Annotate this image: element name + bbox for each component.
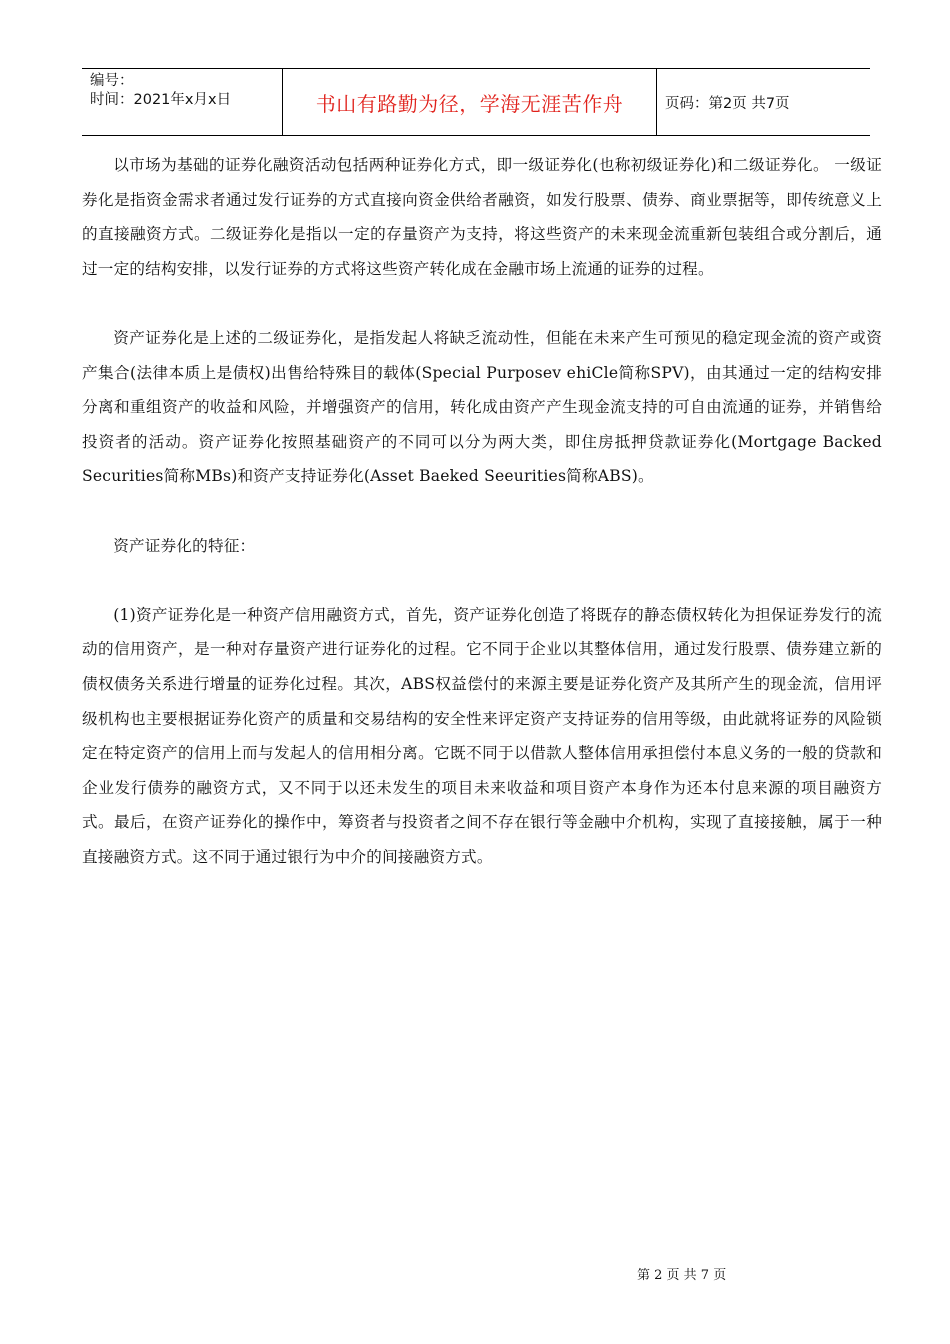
header-page-info: 页码：第2页 共7页 bbox=[665, 95, 790, 112]
header-motto-cell bbox=[283, 69, 657, 135]
footer-page-number: 第 2 页 共 7 页 bbox=[637, 1268, 727, 1283]
header-motto: 书山有路勤为径，学海无涯苦作舟 bbox=[315, 91, 624, 116]
paragraph-features-heading: 资产证券化的特征： bbox=[113, 536, 256, 555]
document-date-label: 时间：2021年x月x日 bbox=[90, 92, 232, 108]
header-meta-cell bbox=[82, 69, 283, 135]
paragraph-feature-1: (1)资产证券化是一种资产信用融资方式，首先，资产证券化创造了将既存的静态债权转化为担保证券发行的流动的信用资产，是一种对存量资产进行证券化的过程。它不同于企业以其整体信用，通过发行股票、债券建立新的债权债务关系进行增量的证券化过程。其次，ABS权益偿付的来源主要是证券化资产及其所产生的现金流，信用评级机构也主要根据证券化资产的质量和交易结构的安全性来评定资产支持证券的信用等级，由此就将证券的风险锁定在特定资产的信用上而与发起人的信用相分离。它既不同于以借款人整体信用承担偿付本息义务的一般的贷款和企业发行债券的融资方式，又不同于以还未发生的项目未来收益和项目资产本身作为还本付息来源的项目融资方式。最后，在资产证券化的操作中，筹资者与投资者之间不存在银行等金融中介机构，实现了直接接触，属于一种直接融资方式。这不同于通过银行为中介的间接融资方式。 bbox=[82, 605, 882, 866]
paragraph-asset-securitization-definition: 资产证券化是上述的二级证券化，是指发起人将缺乏流动性，但能在未来产生可预见的稳定现金流的资产或资产集合(法律本质上是债权)出售给特殊目的载体(Special Purposev ehiCle简称SPV)，由其通过一定的结构安排分离和重组资产的收益和风险，并增强资产的信用，转化成由资产产生现金流支持的可自由流通的证券，并销售给投资者的活动。资产证券化按照基础资产的不同可以分为两大类，即住房抵押贷款证券化(Mortgage Backed Securities简称MBs)和资产支持证券化(Asset Baeked Seeurities简称ABS)。 bbox=[82, 328, 882, 486]
document-body bbox=[82, 148, 882, 874]
header-page-cell bbox=[657, 69, 870, 135]
paragraph-securitization-types: 以市场为基础的证券化融资活动包括两种证券化方式，即一级证券化(也称初级证券化)和二级证券化。 一级证券化是指资金需求者通过发行证券的方式直接向资金供给者融资，如发行股票、债券、商业票据等，即传统意义上的直接融资方式。二级证券化是指以一定的存量资产为支持，将这些资产的未来现金流重新包装组合或分割后，通过一定的结构安排，以发行证券的方式将这些资产转化成在金融市场上流通的证券的过程。 bbox=[82, 156, 882, 278]
header-table bbox=[82, 68, 870, 136]
document-number-label: 编号： bbox=[90, 73, 134, 89]
